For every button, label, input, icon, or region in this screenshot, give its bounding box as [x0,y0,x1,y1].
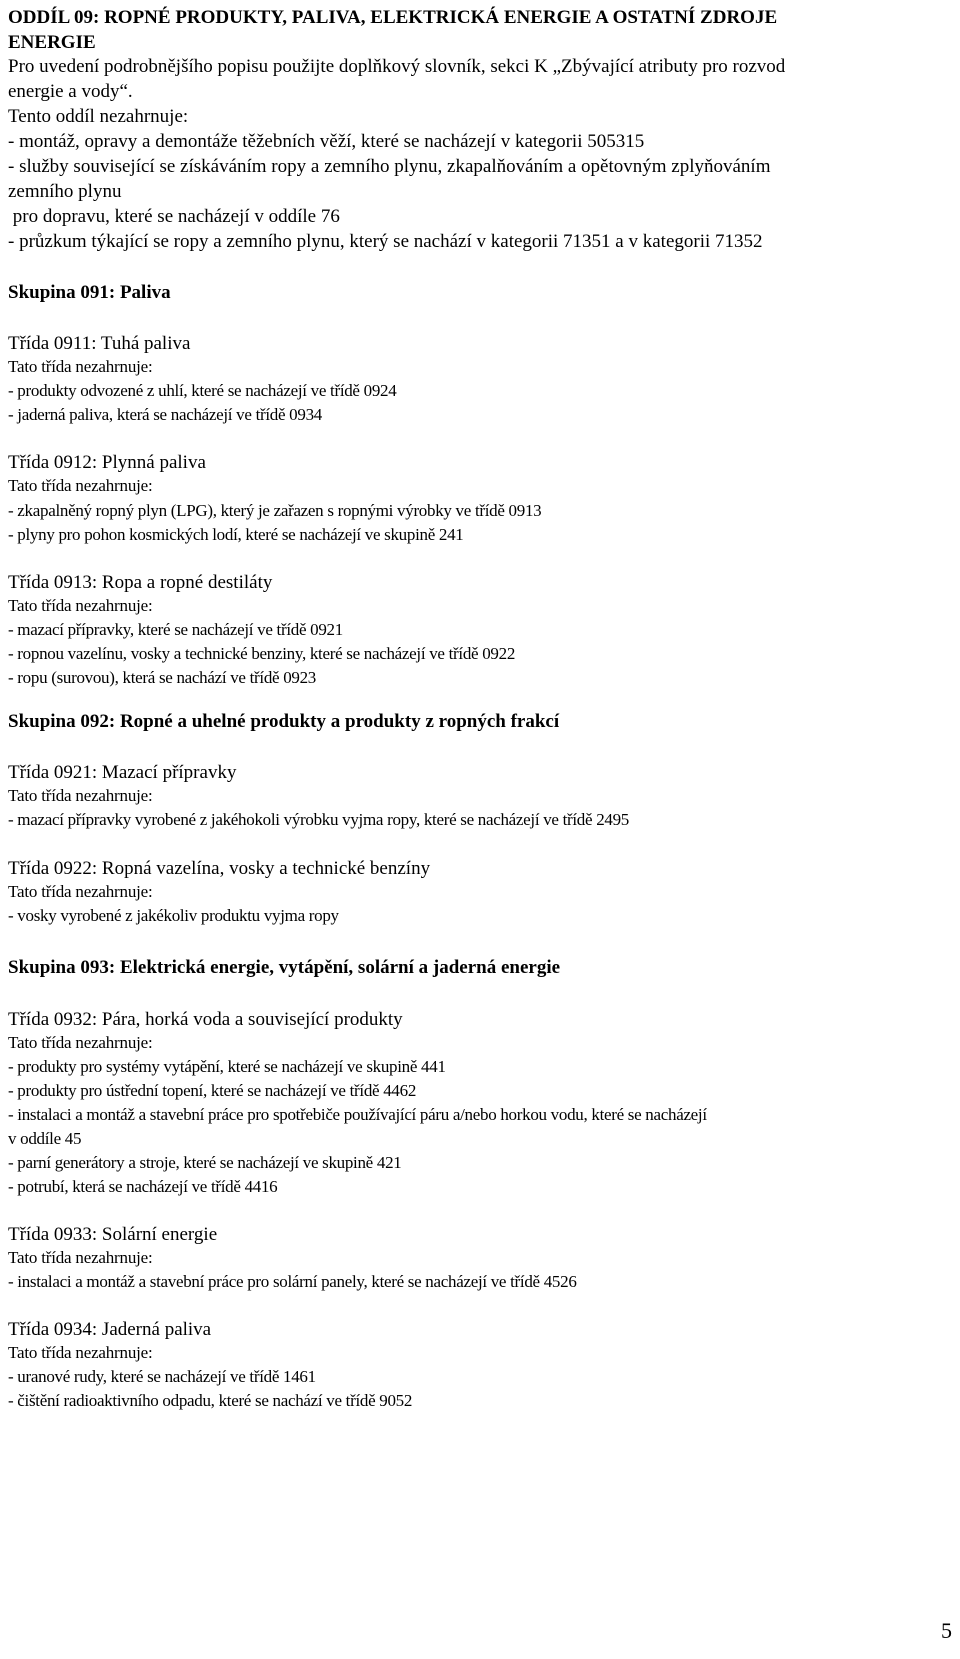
section-exclusion-item: zemního plynu [8,181,122,202]
class-exclusion-item: - instalaci a montáž a stavební práce pro spotřebiče používající páru a/nebo horkou vodu, které se nacházejí [8,1105,707,1124]
class-exclusion-label: Tato třída nezahrnuje: [8,357,153,376]
class-exclusion-item: - produkty odvozené z uhlí, které se nacházejí ve třídě 0924 [8,381,397,400]
section-exclusion-item: - montáž, opravy a demontáže těžebních věží, které se nacházejí v kategorii 505315 [8,131,645,152]
group-title: Skupina 092: Ropné a uhelné produkty a produkty z ropných frakcí [8,711,560,732]
class-exclusion-item: - parní generátory a stroje, které se nacházejí ve skupině 421 [8,1153,402,1172]
class-exclusion-item: - ropnou vazelínu, vosky a technické benziny, které se nacházejí ve třídě 0922 [8,644,516,663]
class-exclusion-label: Tato třída nezahrnuje: [8,1033,153,1052]
section-heading: ODDÍL 09: ROPNÉ PRODUKTY, PALIVA, ELEKTRICKÁ ENERGIE A OSTATNÍ ZDROJE [8,7,778,28]
class-exclusion-label: Tato třída nezahrnuje: [8,1248,153,1267]
group-title: Skupina 091: Paliva [8,282,171,303]
section-exclusion-label: Tento oddíl nezahrnuje: [8,106,189,127]
class-title: Třída 0922: Ropná vazelína, vosky a technické benzíny [8,858,431,879]
section-exclusion-item: - služby související se získáváním ropy a zemního plynu, zkapalňováním a opětovným zplyňováním [8,156,771,177]
section-exclusion-item: - průzkum týkající se ropy a zemního plynu, který se nachází v kategorii 71351 a v kategorii 71352 [8,231,763,252]
class-exclusion-item: v oddíle 45 [8,1129,82,1148]
class-exclusion-item: - vosky vyrobené z jakékoliv produktu vyjma ropy [8,906,339,925]
class-title: Třída 0934: Jaderná paliva [8,1319,212,1340]
section-note-cont: energie a vody“. [8,81,133,102]
class-exclusion-label: Tato třída nezahrnuje: [8,786,153,805]
page-number: 5 [941,1618,952,1643]
group-title: Skupina 093: Elektrická energie, vytápění, solární a jaderná energie [8,957,561,978]
section-note: Pro uvedení podrobnějšího popisu použijte doplňkový slovník, sekci K „Zbývající atributy pro rozvod [8,56,786,77]
class-title: Třída 0912: Plynná paliva [8,452,206,473]
class-exclusion-item: - instalaci a montáž a stavební práce pro solární panely, které se nacházejí ve třídě 4526 [8,1272,577,1291]
class-title: Třída 0913: Ropa a ropné destiláty [8,572,273,593]
class-exclusion-item: - plyny pro pohon kosmických lodí, které se nacházejí ve skupině 241 [8,525,464,544]
class-exclusion-label: Tato třída nezahrnuje: [8,476,153,495]
class-exclusion-item: - mazací přípravky, které se nacházejí ve třídě 0921 [8,620,343,639]
class-exclusion-item: - jaderná paliva, která se nacházejí ve třídě 0934 [8,405,322,424]
section-heading-cont: ENERGIE [8,32,96,53]
class-exclusion-item: - čištění radioaktivního odpadu, které se nachází ve třídě 9052 [8,1391,413,1410]
class-exclusion-item: - produkty pro systémy vytápění, které se nacházejí ve skupině 441 [8,1057,446,1076]
class-exclusion-item: - zkapalněný ropný plyn (LPG), který je zařazen s ropnými výrobky ve třídě 0913 [8,501,542,520]
class-title: Třída 0921: Mazací přípravky [8,762,237,783]
class-exclusion-item: - produkty pro ústřední topení, které se nacházejí ve třídě 4462 [8,1081,417,1100]
section-exclusion-item: pro dopravu, které se nacházejí v oddíle 76 [8,206,340,227]
class-exclusion-item: - uranové rudy, které se nacházejí ve třídě 1461 [8,1367,316,1386]
class-exclusion-item: - potrubí, která se nacházejí ve třídě 4416 [8,1177,278,1196]
class-exclusion-label: Tato třída nezahrnuje: [8,1343,153,1362]
class-exclusion-label: Tato třída nezahrnuje: [8,596,153,615]
class-exclusion-item: - mazací přípravky vyrobené z jakéhokoli výrobku vyjma ropy, které se nacházejí ve třídě 2495 [8,810,630,829]
class-exclusion-label: Tato třída nezahrnuje: [8,882,153,901]
class-title: Třída 0932: Pára, horká voda a související produkty [8,1009,403,1030]
class-exclusion-item: - ropu (surovou), která se nachází ve třídě 0923 [8,668,317,687]
class-title: Třída 0911: Tuhá paliva [8,333,191,354]
class-title: Třída 0933: Solární energie [8,1224,218,1245]
